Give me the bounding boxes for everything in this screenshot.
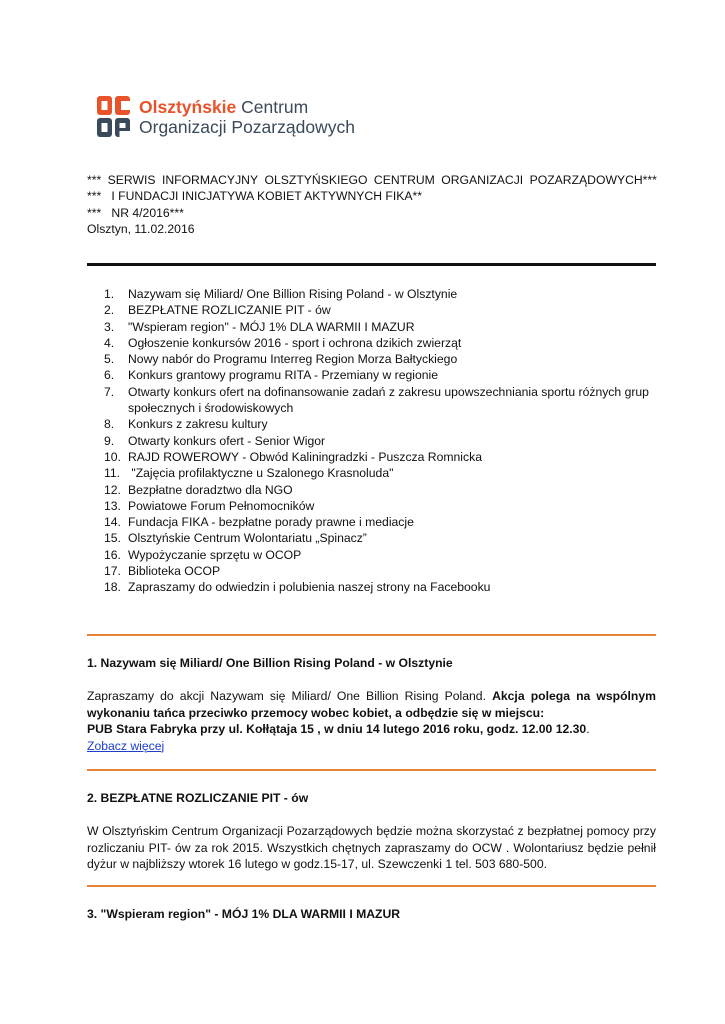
toc-item[interactable] — [104, 286, 664, 302]
toc-num: 2. — [104, 303, 115, 318]
toc-item[interactable] — [104, 384, 664, 417]
toc-num: 14. — [104, 515, 121, 530]
toc-item[interactable] — [104, 482, 664, 498]
toc-num: 3. — [104, 319, 115, 334]
toc-item[interactable] — [104, 449, 664, 465]
toc-item[interactable] — [104, 498, 664, 514]
section-1-venue: PUB Stara Fabryka przy ul. Kołłątaja 15 , w dniu 14 lutego 2016 roku, godz. 12.00 12.30 — [87, 722, 587, 736]
toc-item[interactable] — [104, 465, 664, 481]
section-1-tail: . — [586, 722, 590, 736]
toc-item[interactable] — [104, 335, 664, 351]
header-word: ORGANIZACJI — [441, 173, 524, 187]
header-line-2-text: *** I FUNDACJI INICJATYWA KOBIET AKTYWNYCH FIKA** — [87, 189, 422, 203]
toc-text: Ogłoszenie konkursów 2016 - sport i ochrona dzikich zwierząt — [128, 335, 462, 350]
divider-black — [87, 263, 656, 266]
header-word: OLSZTYŃSKIEGO — [264, 173, 368, 187]
toc-text: BEZPŁATNE ROZLICZANIE PIT - ów — [128, 303, 331, 318]
header-line-2 — [87, 188, 657, 205]
toc-text: Otwarty konkurs ofert na dofinansowanie zadań z zakresu upowszechniania sportu różnych grup społecznych i środowiskowych — [128, 384, 649, 416]
section-2-body: W Olsztyńskim Centrum Organizacji Pozarządowych będzie można skorzystać z bezpłatnej pomocy przy rozliczaniu PIT- ów za rok 2015. Wszystkich chętnych zapraszamy do OCW . Wolontariusz będzie pełnił dyżur w najbliższy wtorek 16 lutego w godz.15-17, ul. Szewczenki 1 tel. 503 680-500. — [87, 824, 656, 871]
toc-text: Nazywam się Miliard/ One Billion Rising Poland - w Olsztynie — [128, 287, 458, 301]
toc-num: 17. — [104, 564, 121, 579]
header-line-3 — [87, 205, 657, 222]
header-date — [87, 221, 657, 238]
header-word: INFORMACYJNY — [161, 173, 259, 187]
toc-num: 6. — [104, 368, 115, 383]
toc-item[interactable] — [104, 416, 664, 432]
toc-num: 1. — [104, 287, 115, 301]
toc-num: 16. — [104, 547, 121, 562]
toc-item[interactable] — [104, 530, 664, 546]
section-1-intro: Zapraszamy do akcji Nazywam się Miliard/ One Billion Rising Poland. — [87, 689, 493, 703]
toc-num: 5. — [104, 352, 115, 367]
divider-orange — [87, 634, 656, 636]
toc-text: "Wspieram region" - MÓJ 1% DLA WARMII I MAZUR — [128, 319, 415, 334]
toc-text: Zapraszamy do odwiedzin i polubienia naszej strony na Facebooku — [128, 580, 491, 595]
toc-text: Biblioteka OCOP — [128, 564, 221, 579]
toc-text: Konkurs grantowy programu RITA - Przemiany w regionie — [128, 368, 439, 383]
ocop-logo-icon — [97, 96, 131, 138]
toc-text: Olsztyńskie Centrum Wolontariatu „Spinacz” — [128, 531, 367, 546]
table-of-contents — [104, 286, 664, 596]
divider-orange — [87, 885, 656, 887]
ocop-logo — [97, 96, 355, 138]
toc-item[interactable] — [104, 433, 664, 449]
toc-item[interactable] — [104, 351, 664, 367]
section-2-title: 2. BEZPŁATNE ROZLICZANIE PIT - ów — [87, 791, 309, 805]
toc-text: RAJD ROWEROWY - Obwód Kaliningradzki - Puszcza Romnicka — [128, 449, 482, 464]
toc-item[interactable] — [104, 514, 664, 530]
toc-item[interactable] — [104, 563, 664, 579]
divider-orange — [87, 769, 656, 771]
toc-num: 18. — [104, 580, 121, 595]
toc-item[interactable] — [104, 367, 664, 383]
toc-num: 15. — [104, 531, 121, 546]
header-word: SERWIS — [107, 173, 156, 187]
toc-text: Powiatowe Forum Pełnomocników — [128, 498, 315, 513]
toc-num: 9. — [104, 433, 115, 448]
toc-num: 11. — [104, 466, 121, 481]
section-1-highlight: Akcja polega na wspólnym wykonaniu tańca przeciwko przemocy wobec kobiet, a odbędzie się w miejscu: — [87, 689, 656, 720]
toc-num: 10. — [104, 449, 121, 464]
header-line-3-text: *** NR 4/2016*** — [87, 206, 184, 220]
toc-text: Bezpłatne doradztwo dla NGO — [128, 482, 293, 497]
toc-num: 13. — [104, 498, 121, 513]
toc-text: Fundacja FIKA - bezpłatne porady prawne i mediacje — [128, 515, 414, 530]
header-word: POZARZĄDOWYCH*** — [529, 173, 657, 187]
toc-text: Konkurs z zakresu kultury — [128, 417, 268, 432]
toc-item[interactable] — [104, 319, 664, 335]
toc-text: "Zajęcia profilaktyczne u Szalonego Krasnoluda" — [128, 466, 394, 481]
toc-text: Nowy nabór do Programu Interreg Region Morza Bałtyckiego — [128, 352, 458, 367]
toc-item[interactable] — [104, 547, 664, 563]
toc-item[interactable] — [104, 302, 664, 318]
logo-line1-rest: Centrum — [236, 97, 309, 117]
section-3-title: 3. "Wspieram region" - MÓJ 1% DLA WARMII I MAZUR — [87, 907, 401, 921]
logo-accent-word: Olsztyńskie — [139, 97, 237, 117]
ocop-logo-text — [139, 97, 355, 137]
toc-text: Otwarty konkurs ofert - Senior Wigor — [128, 433, 326, 448]
section-1-title: 1. Nazywam się Miliard/ One Billion Rising Poland - w Olsztynie — [87, 656, 453, 670]
header-date-text: Olsztyn, 11.02.2016 — [87, 222, 195, 236]
toc-item[interactable] — [104, 579, 664, 595]
toc-text: Wypożyczanie sprzętu w OCOP — [128, 547, 302, 562]
section-1-body — [87, 688, 656, 754]
see-more-link[interactable]: Zobacz więcej — [87, 738, 165, 753]
toc-num: 4. — [104, 335, 115, 350]
toc-num: 8. — [104, 417, 115, 432]
header-word: CENTRUM — [373, 173, 435, 187]
header-word: *** — [87, 173, 102, 187]
toc-num: 7. — [104, 384, 115, 399]
logo-line2: Organizacji Pozarządowych — [139, 117, 355, 137]
toc-num: 12. — [104, 482, 121, 497]
header-line-1 — [87, 172, 657, 189]
